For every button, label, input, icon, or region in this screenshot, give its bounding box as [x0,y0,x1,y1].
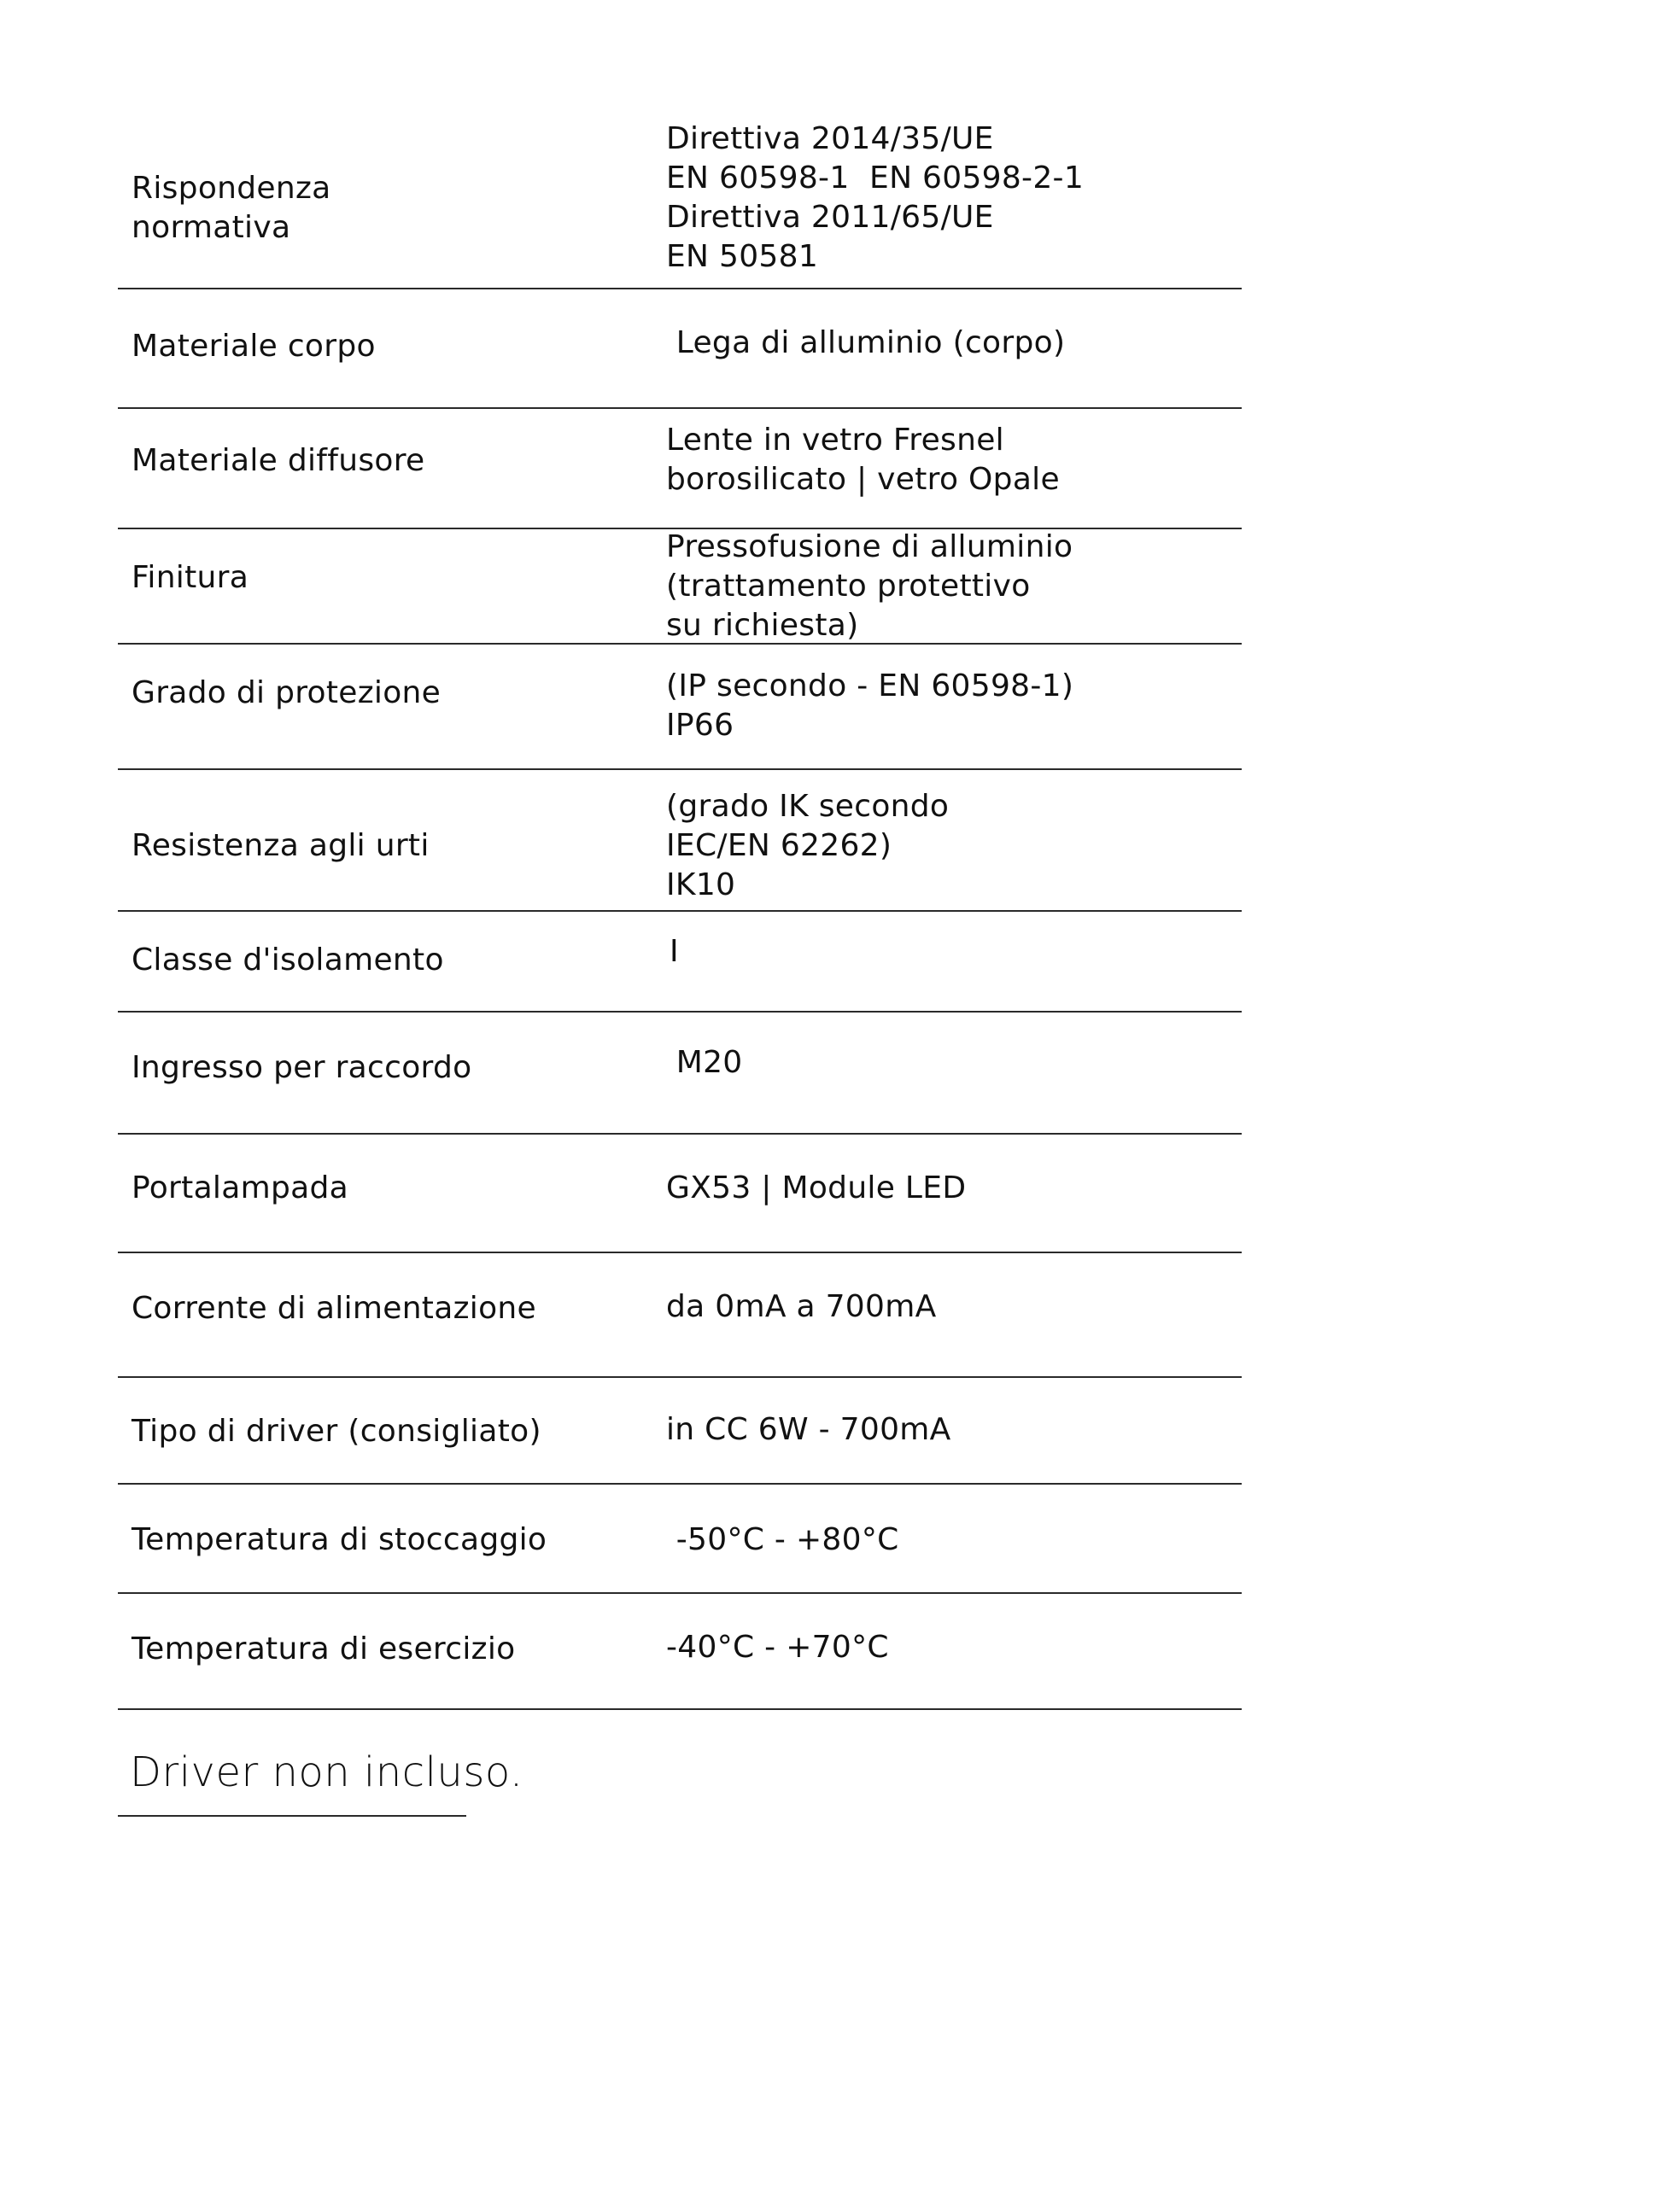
row-label: Corrente di alimentazione [132,1291,536,1326]
spec-row-diffuser-material [118,409,1242,528]
row-value: -50°C - +80°C [666,1522,899,1557]
driver-note: Driver non incluso. [130,1748,523,1796]
row-label: Temperatura di stoccaggio [132,1522,547,1557]
spec-row-supply-current [118,1253,1242,1376]
row-label: Tipo di driver (consigliato) [132,1414,541,1449]
row-label: Grado di protezione [132,675,442,710]
row-label: Finitura [132,560,249,595]
spec-row-storage-temperature [118,1485,1242,1592]
row-label: Ingresso per raccordo [132,1050,472,1085]
spec-row-driver-type [118,1378,1242,1483]
row-value: Lega di alluminio (corpo) [666,325,1066,360]
note-underline [118,1815,466,1817]
row-label: Portalampada [132,1170,348,1205]
row-divider [118,1708,1242,1710]
spec-row-lampholder [118,1135,1242,1252]
row-value: GX53 | Module LED [666,1170,967,1205]
row-label: Rispondenza normativa [132,171,331,245]
row-label: Temperatura di esercizio [132,1631,516,1666]
spec-row-impact-resistance [118,770,1242,910]
row-value: Lente in vetro Fresnel borosilicato | vetro Opale [666,423,1060,497]
row-value: (IP secondo - EN 60598-1) IP66 [666,668,1074,743]
row-value: M20 [666,1045,743,1080]
row-value: in CC 6W - 700mA [666,1412,951,1447]
row-label: Resistenza agli urti [132,828,430,863]
spec-row-finish [118,529,1242,643]
row-label: Classe d'isolamento [132,943,444,978]
row-label: Materiale corpo [132,329,376,364]
spec-row-cable-entry [118,1013,1242,1133]
row-value: Direttiva 2014/35/UE EN 60598-1 EN 60598-2-1 Direttiva 2011/65/UE EN 50581 [666,121,1085,274]
spec-row-body-material [118,289,1242,407]
row-label: Materiale diffusore [132,443,425,478]
spec-row-operating-temperature [118,1594,1242,1708]
row-value: I [670,934,679,969]
spec-row-ip-rating [118,645,1242,768]
row-value: da 0mA a 700mA [666,1289,937,1324]
spec-row-insulation-class [118,912,1242,1011]
row-value: -40°C - +70°C [666,1630,889,1665]
row-value: Pressofusione di alluminio (trattamento protettivo su richiesta) [666,529,1073,643]
spec-row-compliance [118,120,1242,288]
row-value: (grado IK secondo IEC/EN 62262) IK10 [666,789,950,902]
